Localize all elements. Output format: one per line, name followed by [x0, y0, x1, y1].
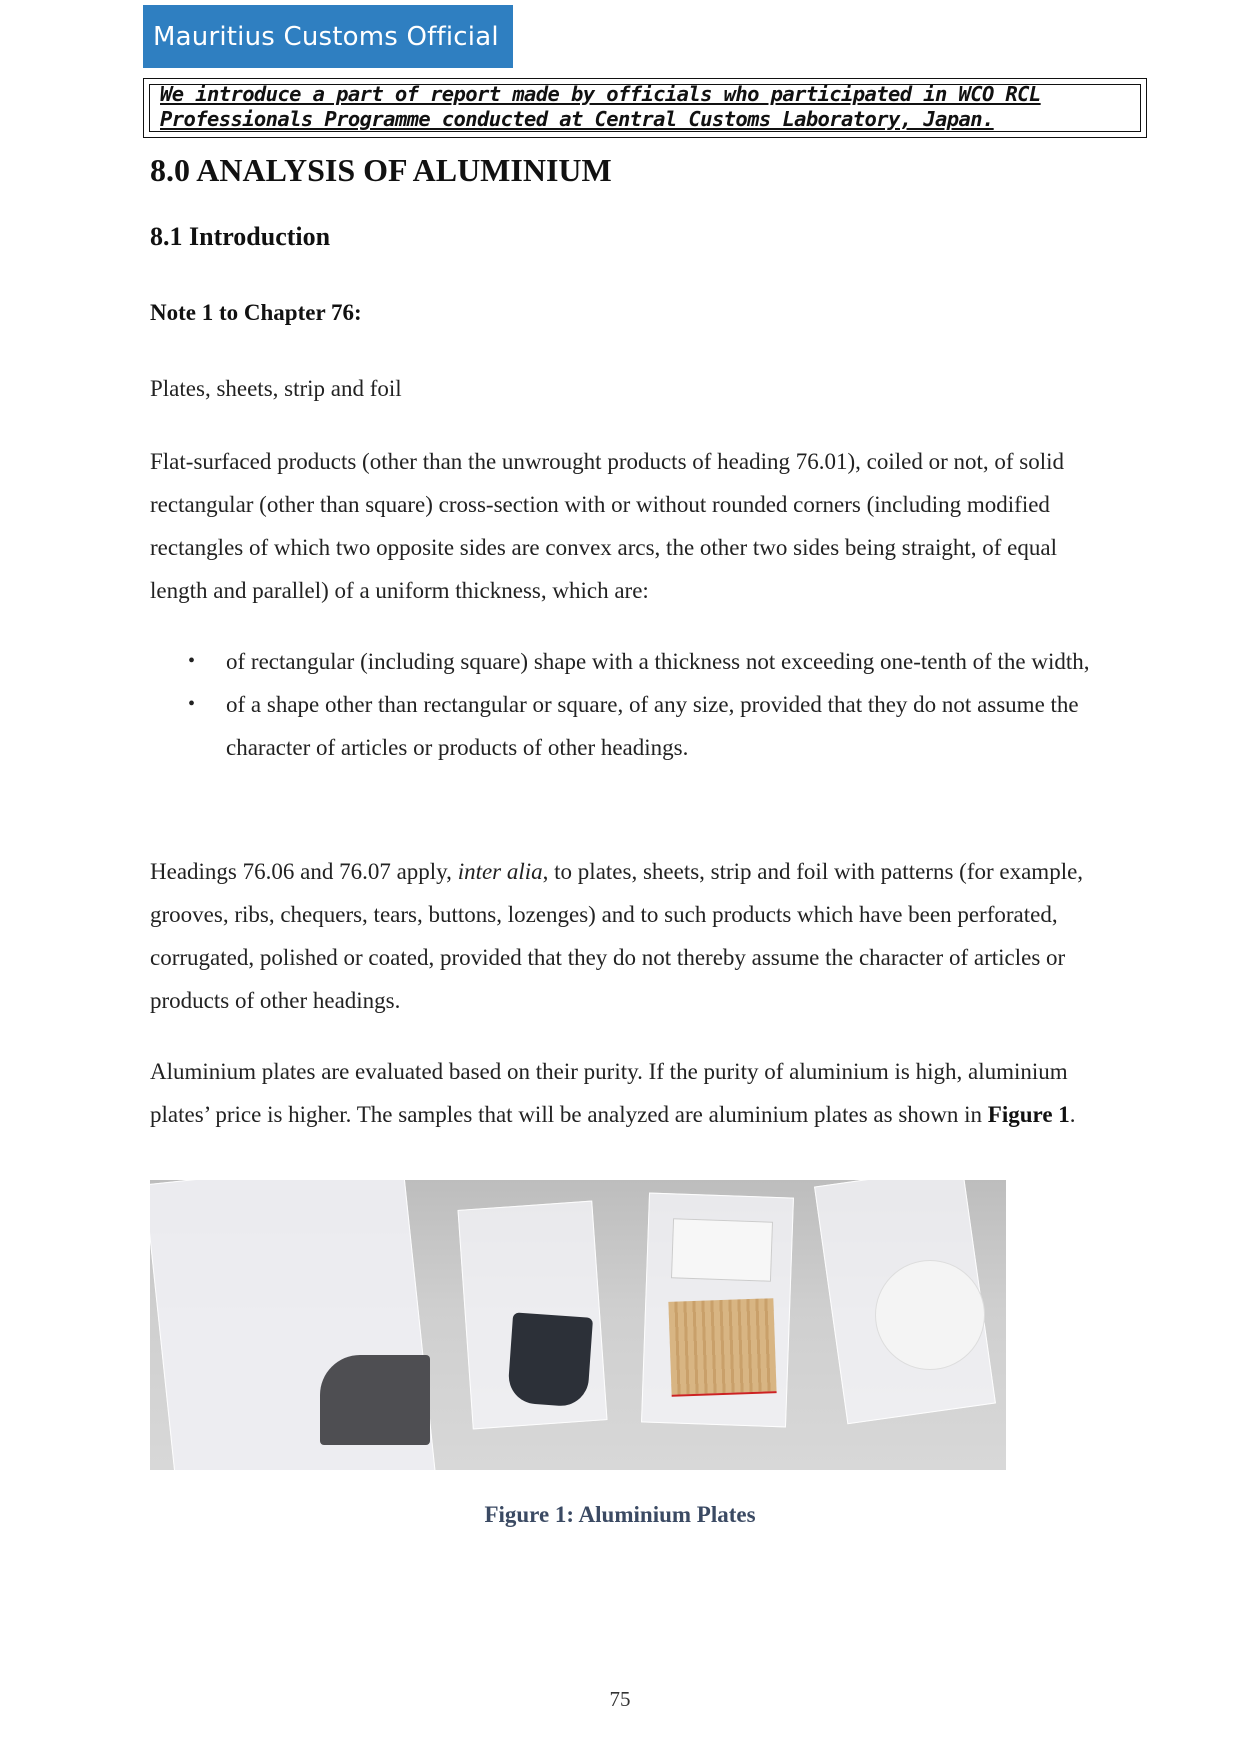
figure-photo — [150, 1180, 1006, 1470]
paragraph-2-italic: inter alia — [457, 859, 543, 884]
paragraph-3 — [150, 1050, 1110, 1136]
notice-line-2: Professionals Programme conducted at Central Customs Laboratory, Japan. — [160, 107, 994, 131]
publisher-badge — [143, 5, 513, 68]
paragraph-3-start: Aluminium plates are evaluated based on their purity. If the purity of aluminium is high, aluminium plates’ price is higher. The samples that will be analyzed are aluminium plates as shown in — [150, 1059, 1068, 1127]
note-subheading: Plates, sheets, strip and foil — [150, 376, 402, 401]
aluminium-plate-3 — [668, 1298, 776, 1397]
bullet-item: • of rectangular (including square) shape with a thickness not exceeding one-tenth of the width, — [150, 640, 1110, 683]
notice-line-1: We introduce a part of report made by officials who participated in WCO RCL — [160, 82, 1041, 106]
paragraph-1: Flat-surfaced products (other than the unwrought products of heading 76.01), coiled or not, of solid rectangular (other than square) cross-section with or without rounded corners (including modified rectangles of which two opposite sides are convex arcs, the other two sides being straight, of equal length and parallel) of a uniform thickness, which are: — [150, 449, 1065, 603]
paragraph-2-start: Headings 76.06 and 76.07 apply, — [150, 859, 458, 884]
sample-label-3 — [671, 1218, 773, 1281]
note-heading: Note 1 to Chapter 76: — [150, 300, 362, 325]
bullet-list — [150, 640, 1110, 769]
paragraph-2-end: , to plates, sheets, strip and foil with patterns (for example, grooves, ribs, chequers, tears, buttons, lozenges) and to such products which have been perforated, corrugated, polished or coated, provided that they do not thereby assume the character of articles or products of other headings. — [150, 859, 1084, 1013]
section-subtitle: 8.1 Introduction — [150, 222, 331, 251]
notice-box — [143, 78, 1147, 138]
page-number: 75 — [609, 1687, 631, 1711]
section-title: 8.0 ANALYSIS OF ALUMINIUM — [150, 152, 612, 188]
publisher-badge-label: Mauritius Customs Official — [153, 21, 499, 52]
aluminium-plate-4 — [875, 1260, 985, 1370]
paragraph-3-end: . — [1069, 1102, 1076, 1127]
aluminium-plate-1 — [320, 1355, 430, 1445]
figure-caption: Figure 1: Aluminium Plates — [484, 1502, 756, 1527]
paragraph-2 — [150, 850, 1110, 1022]
aluminium-plate-2 — [507, 1312, 593, 1407]
figure-reference: Figure 1 — [987, 1102, 1070, 1127]
bullet-item: • of a shape other than rectangular or square, of any size, provided that they do not assume the character of articles or products of other headings. — [150, 683, 1110, 769]
